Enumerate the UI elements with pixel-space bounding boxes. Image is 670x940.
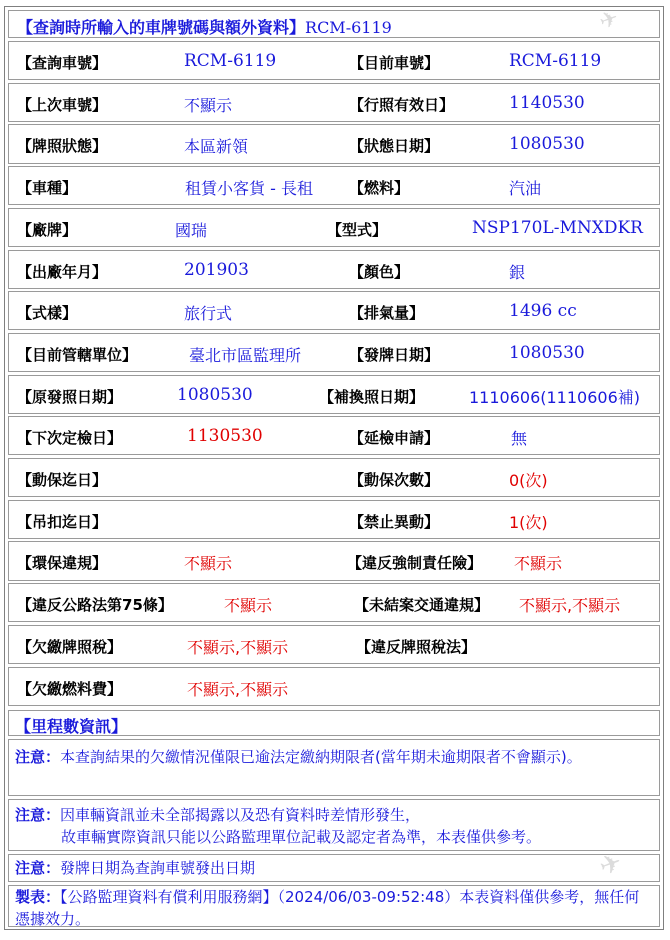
mileage-label: 【里程數資訊】 (15, 717, 128, 736)
field-label: 【狀態日期】 (349, 137, 440, 156)
field-value: 國瑞 (175, 220, 208, 240)
field-value: RCM-6119 (184, 51, 277, 71)
field-label: 【環保違規】 (17, 554, 108, 573)
note-2-text: 因車輛資訊並未全部揭露以及恐有資料時差情形發生， (60, 806, 421, 824)
field-label: 【原發照日期】 (17, 387, 123, 406)
field-label: 【行照有效日】 (349, 95, 455, 114)
field-label: 【動保次數】 (349, 471, 440, 489)
data-row (8, 625, 660, 664)
field-label: 【欠繳燃料費】 (17, 679, 123, 698)
field-value: 不顯示 (514, 554, 563, 574)
field-value: 201903 (184, 259, 249, 280)
data-row (8, 416, 660, 455)
page-title-text: 【查詢時所輸入的車牌號碼與額外資料】 (17, 18, 306, 37)
field-label: 【車種】 (17, 179, 78, 198)
page-title-plate: RCM-6119 (305, 18, 392, 37)
field-label: 【下次定檢日】 (17, 429, 123, 448)
field-value: 汽油 (509, 179, 542, 199)
field-label: 【顏色】 (349, 262, 410, 281)
note-row-3 (8, 854, 660, 882)
field-value: RCM-6119 (509, 51, 602, 71)
field-value: 0(次) (509, 471, 548, 490)
field-value: 臺北市區監理所 (189, 345, 302, 365)
field-label: 【欠繳牌照稅】 (17, 637, 123, 656)
field-value: 本區新領 (184, 137, 249, 157)
note-4-text: 【公路監理資料有償利用服務網】（2024/06/03-09:52:48）本表資料僅供參考，無任何憑據效力。 (15, 888, 640, 928)
field-label: 【型式】 (327, 220, 388, 239)
field-label: 【目前管轄單位】 (17, 345, 138, 364)
field-label: 【目前車號】 (349, 54, 440, 72)
data-row (8, 541, 660, 580)
field-value: 不顯示,不顯示 (187, 679, 289, 699)
field-value: 不顯示 (184, 554, 233, 574)
field-label: 【排氣量】 (349, 304, 425, 323)
data-row (8, 208, 660, 247)
field-label: 【吊扣迄日】 (17, 512, 108, 531)
field-value: 旅行式 (184, 304, 233, 324)
data-row (8, 166, 660, 205)
data-row (8, 124, 660, 163)
data-row (8, 250, 660, 289)
field-value: 1110606(1110606補) (469, 387, 641, 407)
data-row (8, 291, 660, 330)
field-value: 不顯示,不顯示 (519, 596, 621, 616)
note-row-1 (8, 739, 660, 796)
watermark-logo: ✈ (596, 5, 623, 36)
field-label: 【出廠年月】 (17, 262, 108, 281)
field-label: 【動保迄日】 (17, 471, 108, 489)
mileage-row (8, 710, 660, 736)
field-label: 【違反公路法第75條】 (17, 596, 173, 615)
field-label: 【廠牌】 (17, 220, 78, 239)
field-value: 1080530 (509, 134, 585, 155)
field-value: 不顯示 (184, 95, 233, 115)
field-value: 不顯示 (224, 596, 273, 616)
field-label: 【式樣】 (17, 304, 78, 323)
field-label: 【違反強制責任險】 (347, 554, 483, 573)
field-label: 【禁止異動】 (349, 512, 440, 531)
field-value: 1496 cc (509, 301, 577, 322)
field-label: 【延檢申請】 (349, 429, 440, 448)
data-row (8, 583, 660, 622)
note-1 (15, 746, 653, 768)
field-value: 1140530 (509, 92, 585, 113)
note-3-prefix: 注意： (15, 859, 61, 877)
field-label: 【燃料】 (349, 179, 410, 198)
field-value: 1080530 (177, 384, 253, 405)
field-value: 租賃小客貨 - 長租 (185, 179, 313, 199)
note-1-prefix: 注意： (15, 748, 61, 766)
field-value: 1(次) (509, 512, 548, 532)
data-row (8, 667, 660, 706)
page-title (17, 15, 392, 38)
watermark-logo-bottom: ✈ (595, 847, 627, 883)
data-row (8, 41, 660, 80)
header-row (8, 10, 660, 38)
data-row (8, 333, 660, 372)
field-label: 【上次車號】 (17, 95, 108, 114)
data-row (8, 458, 660, 497)
field-value: 無 (511, 429, 528, 449)
note-row-2 (8, 799, 660, 851)
field-label: 【補換照日期】 (319, 387, 425, 406)
field-label: 【未結案交通違規】 (354, 596, 490, 615)
field-label: 【違反牌照稅法】 (356, 637, 477, 656)
note-2-prefix: 注意： (15, 806, 61, 824)
note-2-text-line2: 故車輛實際資訊只能以公路監理單位記載及認定者為準，本表僅供參考。 (61, 828, 542, 846)
field-label: 【發牌日期】 (349, 345, 440, 364)
field-value: 銀 (509, 262, 526, 282)
data-row (8, 500, 660, 539)
note-3 (15, 857, 653, 879)
result-panel (4, 6, 664, 930)
field-value: 1130530 (187, 426, 263, 447)
data-row (8, 375, 660, 414)
note-row-4 (8, 885, 660, 927)
field-label: 【查詢車號】 (17, 54, 108, 72)
field-value: 1080530 (509, 342, 585, 363)
note-2 (15, 804, 653, 848)
note-3-text: 發牌日期為查詢車號發出日期 (60, 859, 256, 877)
data-row (8, 83, 660, 122)
field-value: 不顯示,不顯示 (187, 637, 289, 657)
field-value: NSP170L-MNXDKR (472, 217, 643, 238)
note-4 (15, 886, 653, 930)
note-4-prefix: 製表： (15, 888, 61, 906)
field-label: 【牌照狀態】 (17, 137, 108, 156)
note-1-text: 本查詢結果的欠繳情況僅限已逾法定繳納期限者(當年期未逾期限者不會顯示)。 (60, 748, 582, 766)
